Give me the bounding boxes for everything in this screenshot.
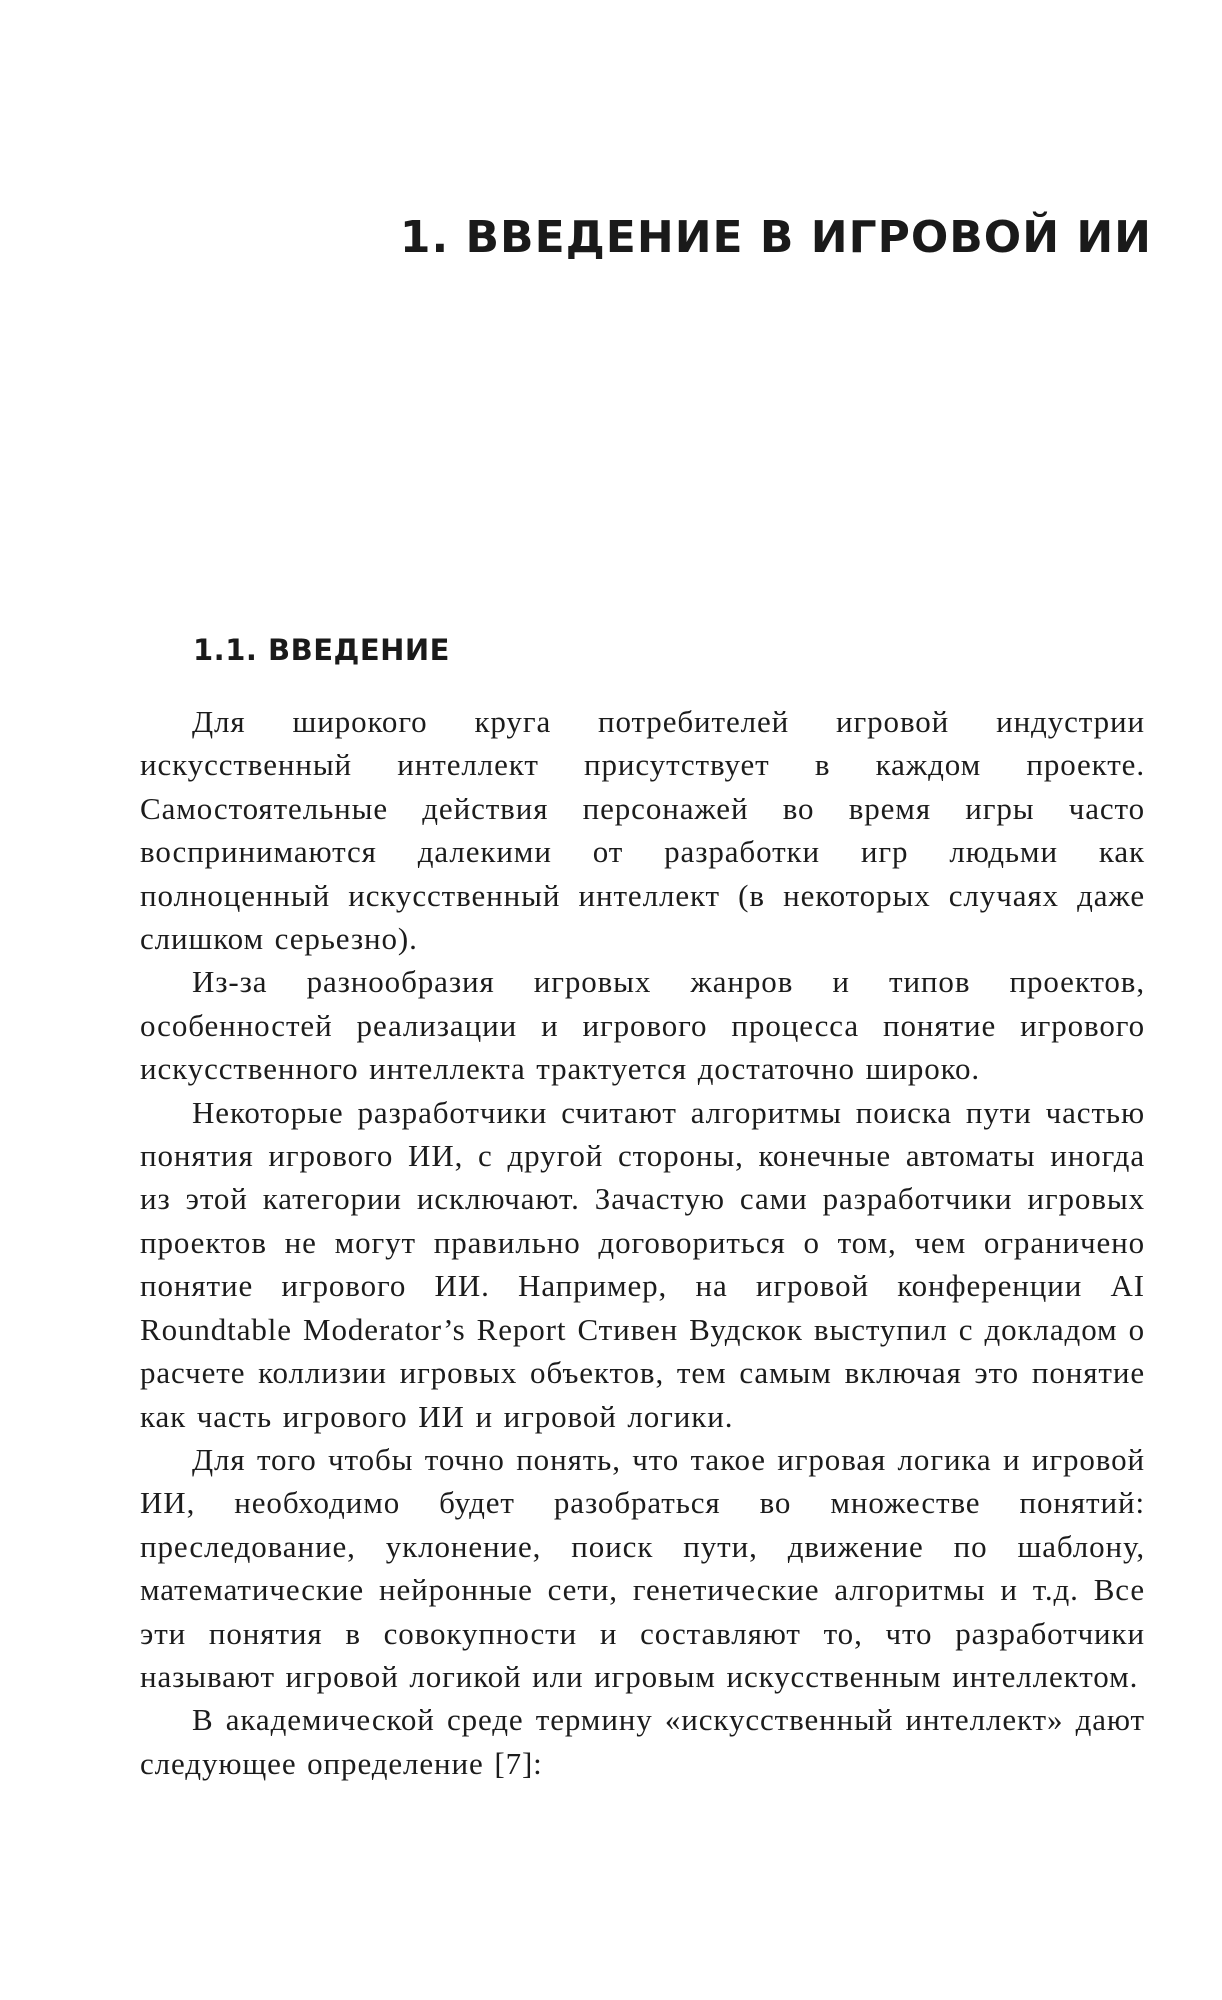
- paragraph-1: Для широкого круга потребителей игровой индустрии искусственный интеллект присутствует в каждом проекте. Самостоятельные действия персонажей во время игры часто воспринимаются далекими от разработки игр людьми как полноценный искусственный интеллект (в некоторых случаях даже слишком серьезно).: [140, 704, 1145, 957]
- body-text: [140, 700, 1145, 1785]
- section-title: 1.1. ВВЕДЕНИЕ: [193, 633, 450, 667]
- chapter-title: 1. ВВЕДЕНИЕ В ИГРОВОЙ ИИ: [399, 212, 1152, 263]
- paragraph-3: Некоторые разработчики считают алгоритмы поиска пути частью понятия игрового ИИ, с другой стороны, конечные автоматы иногда из этой категории исключают. Зачастую сами разработчики игровых проектов не могут правильно договориться о том, чем ограничено понятие игрового ИИ. Например, на игровой конференции AI Roundtable Moderator’s Report Стивен Вудскок выступил с докладом о расчете коллизии игровых объектов, тем самым включая это понятие как часть игрового ИИ и игровой логики.: [140, 1094, 1145, 1434]
- paragraph-2: Из-за разнообразия игровых жанров и типов проектов, особенностей реализации и игрового процесса понятие игрового искусственного интеллекта трактуется достаточно широко.: [140, 964, 1145, 1087]
- paragraph-4: Для того чтобы точно понять, что такое игровая логика и игровой ИИ, необходимо будет разобраться во множестве понятий: преследование, уклонение, поиск пути, движение по шаблону, математические нейронные сети, генетические алгоритмы и т.д. Все эти понятия в совокупности и составляют то, что разработчики называют игровой логикой или игровым искусственным интеллектом.: [140, 1441, 1145, 1694]
- paragraph-5: В академической среде термину «искусственный интеллект» дают следующее определение [7]:: [140, 1702, 1145, 1781]
